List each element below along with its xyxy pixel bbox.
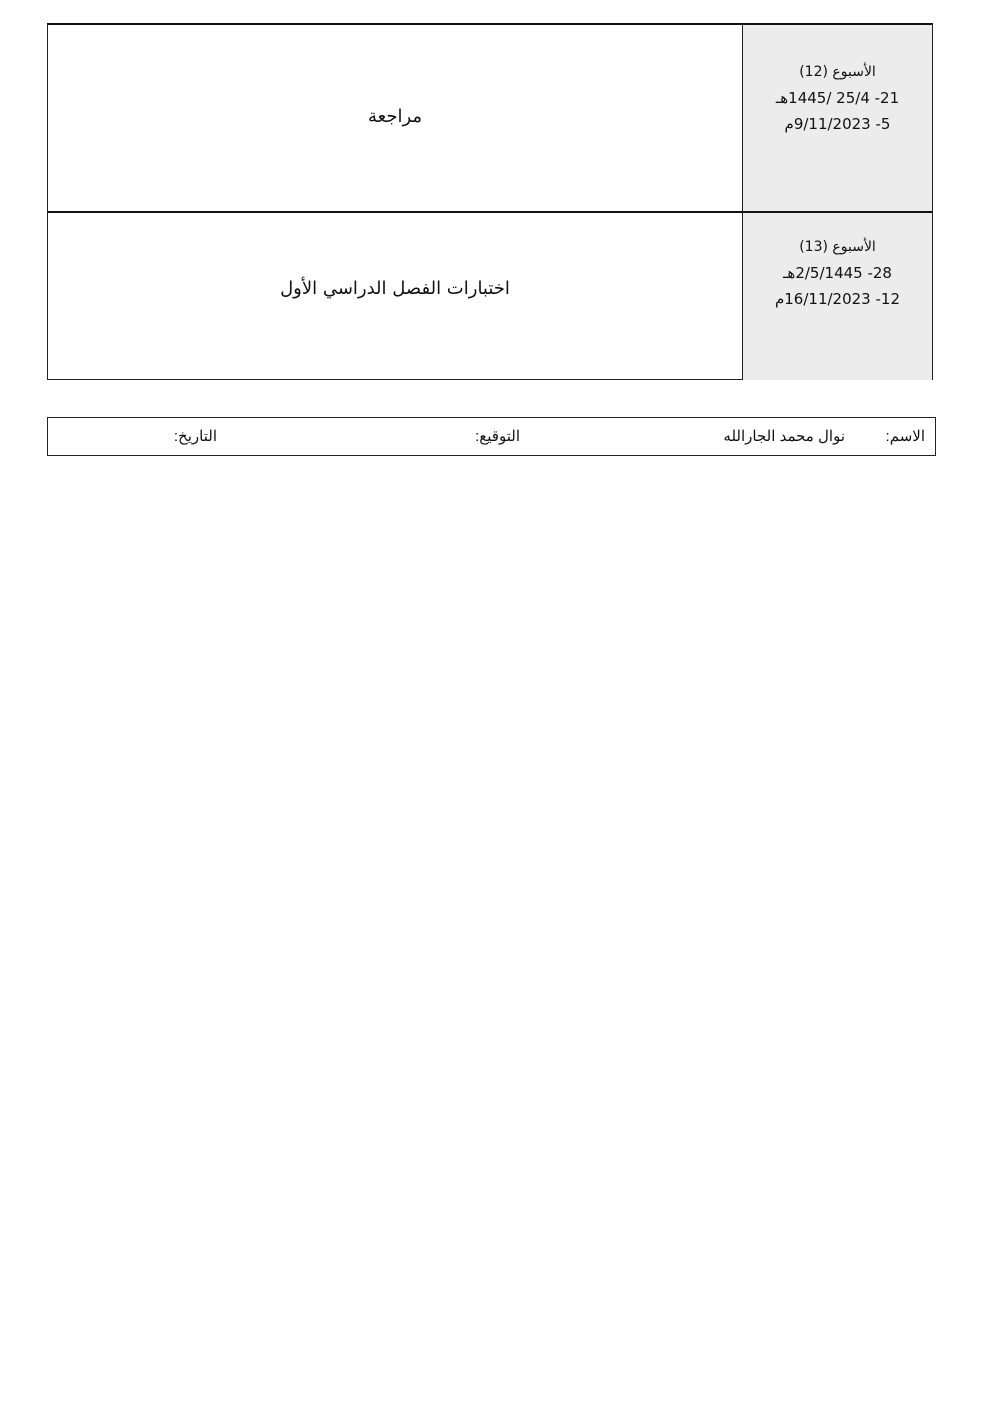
- week-13-row: [48, 213, 932, 380]
- date-label: التاريخ:: [173, 428, 217, 445]
- week-12-gregorian-range: 5- 9/11/2023م: [784, 115, 891, 133]
- week-12-hijri-range: 21- 25/4 /1445هـ: [775, 89, 900, 107]
- week-12-date-cell: [742, 25, 932, 211]
- week-13-label: الأسبوع (13): [799, 239, 876, 255]
- week-13-content: اختبارات الفصل الدراسي الأول: [280, 278, 510, 299]
- week-13-hijri-range: 28- 2/5/1445هـ: [783, 264, 892, 282]
- signature-footer: [47, 417, 936, 456]
- weekly-schedule-table: [47, 23, 933, 380]
- week-12-label: الأسبوع (12): [799, 64, 876, 80]
- name-label: الاسم:: [885, 428, 925, 445]
- week-13-date-cell: [742, 213, 932, 380]
- name-value: نوال محمد الجارالله: [723, 428, 845, 445]
- signature-label: التوقيع:: [475, 428, 520, 445]
- week-13-gregorian-range: 12- 16/11/2023م: [774, 290, 901, 308]
- week-12-content: مراجعة: [367, 105, 423, 127]
- week-12-row: [48, 25, 932, 213]
